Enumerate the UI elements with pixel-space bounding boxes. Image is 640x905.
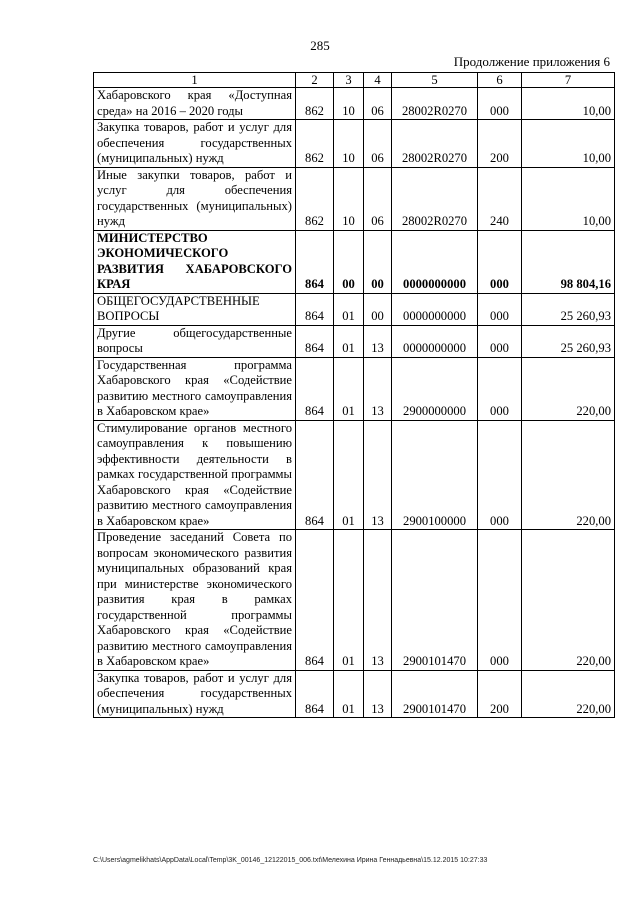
row-target-article: 28002R0270 — [392, 88, 478, 120]
file-path-footer: C:\Users\agmelikhats\AppData\Local\Temp\3K_00146_12122015_006.txt\Мелехина Ирина Геннадьевна\15.12.2015 10:27:33 — [93, 857, 488, 864]
row-target-article: 2900101470 — [392, 530, 478, 671]
row-ministry-code: 862 — [296, 88, 334, 120]
header-col-7: 7 — [522, 73, 615, 88]
row-expense-type: 000 — [478, 357, 522, 420]
row-ministry-code: 864 — [296, 530, 334, 671]
table-row — [94, 420, 615, 530]
header-col-1: 1 — [94, 73, 296, 88]
row-amount: 10,00 — [522, 120, 615, 168]
row-section: 00 — [334, 230, 364, 293]
table-row — [94, 670, 615, 718]
header-col-3: 3 — [334, 73, 364, 88]
row-amount: 25 260,93 — [522, 325, 615, 357]
row-ministry-code: 862 — [296, 120, 334, 168]
row-subsection: 00 — [364, 230, 392, 293]
row-expense-type: 200 — [478, 670, 522, 718]
continuation-note: Продолжение приложения 6 — [453, 54, 610, 69]
row-amount: 25 260,93 — [522, 293, 615, 325]
row-ministry-code: 864 — [296, 670, 334, 718]
table-header-row — [94, 73, 615, 88]
row-name: Закупка товаров, работ и услуг для обеспечения государственных (муниципальных) нужд — [94, 120, 296, 168]
table-row — [94, 167, 615, 230]
row-target-article: 0000000000 — [392, 293, 478, 325]
row-section: 10 — [334, 120, 364, 168]
page-number: 285 — [310, 38, 330, 53]
row-target-article: 28002R0270 — [392, 167, 478, 230]
row-subsection: 13 — [364, 325, 392, 357]
row-subsection: 06 — [364, 120, 392, 168]
row-name: Стимулирование органов местного самоуправления к повышению эффективности деятельности в рамках государственной программы Хабаровского края «Содействие развитию местного самоуправления в Хабаровском крае» — [94, 420, 296, 530]
row-amount: 220,00 — [522, 670, 615, 718]
row-name: Проведение заседаний Совета по вопросам экономического развития муниципальных образований края при министерстве экономического развития края в рамках государственной программы Хабаровского края «Содействие развитию местного самоуправления в Хабаровском крае» — [94, 530, 296, 671]
row-name: Закупка товаров, работ и услуг для обеспечения государственных (муниципальных) нужд — [94, 670, 296, 718]
row-subsection: 13 — [364, 670, 392, 718]
table-row — [94, 88, 615, 120]
row-target-article: 0000000000 — [392, 230, 478, 293]
table-row — [94, 530, 615, 671]
row-name: Другие общегосударственные вопросы — [94, 325, 296, 357]
row-target-article: 0000000000 — [392, 325, 478, 357]
row-subsection: 13 — [364, 357, 392, 420]
row-amount: 10,00 — [522, 167, 615, 230]
row-amount: 10,00 — [522, 88, 615, 120]
row-amount: 98 804,16 — [522, 230, 615, 293]
row-ministry-code: 864 — [296, 420, 334, 530]
budget-table — [93, 72, 615, 718]
row-ministry-code: 862 — [296, 167, 334, 230]
row-target-article: 2900000000 — [392, 357, 478, 420]
row-subsection: 00 — [364, 293, 392, 325]
row-subsection: 13 — [364, 420, 392, 530]
row-section: 10 — [334, 88, 364, 120]
row-section: 01 — [334, 670, 364, 718]
row-section: 01 — [334, 420, 364, 530]
table-row — [94, 293, 615, 325]
row-amount: 220,00 — [522, 530, 615, 671]
row-ministry-code: 864 — [296, 230, 334, 293]
row-name: ОБЩЕГОСУДАРСТВЕННЫЕ ВОПРОСЫ — [94, 293, 296, 325]
row-expense-type: 000 — [478, 530, 522, 671]
row-section: 10 — [334, 167, 364, 230]
row-name: Иные закупки товаров, работ и услуг для обеспечения государственных (муниципальных) нужд — [94, 167, 296, 230]
table-row — [94, 325, 615, 357]
row-section: 01 — [334, 293, 364, 325]
table-row — [94, 120, 615, 168]
row-section: 01 — [334, 530, 364, 671]
row-subsection: 06 — [364, 88, 392, 120]
row-amount: 220,00 — [522, 357, 615, 420]
row-expense-type: 200 — [478, 120, 522, 168]
row-section: 01 — [334, 357, 364, 420]
row-expense-type: 000 — [478, 420, 522, 530]
row-name: МИНИСТЕРСТВО ЭКОНОМИЧЕСКОГО РАЗВИТИЯ ХАБАРОВСКОГО КРАЯ — [94, 230, 296, 293]
row-section: 01 — [334, 325, 364, 357]
row-expense-type: 000 — [478, 293, 522, 325]
row-target-article: 2900100000 — [392, 420, 478, 530]
header-col-4: 4 — [364, 73, 392, 88]
table-row — [94, 230, 615, 293]
header-col-5: 5 — [392, 73, 478, 88]
row-ministry-code: 864 — [296, 293, 334, 325]
row-ministry-code: 864 — [296, 325, 334, 357]
row-subsection: 13 — [364, 530, 392, 671]
row-amount: 220,00 — [522, 420, 615, 530]
row-target-article: 28002R0270 — [392, 120, 478, 168]
header-col-6: 6 — [478, 73, 522, 88]
row-expense-type: 000 — [478, 325, 522, 357]
row-expense-type: 000 — [478, 88, 522, 120]
header-col-2: 2 — [296, 73, 334, 88]
row-target-article: 2900101470 — [392, 670, 478, 718]
row-expense-type: 240 — [478, 167, 522, 230]
row-name: Государственная программа Хабаровского края «Содействие развитию местного самоуправления в Хабаровском крае» — [94, 357, 296, 420]
row-ministry-code: 864 — [296, 357, 334, 420]
table-row — [94, 357, 615, 420]
row-subsection: 06 — [364, 167, 392, 230]
row-expense-type: 000 — [478, 230, 522, 293]
row-name: Хабаровского края «Доступная среда» на 2016 – 2020 годы — [94, 88, 296, 120]
